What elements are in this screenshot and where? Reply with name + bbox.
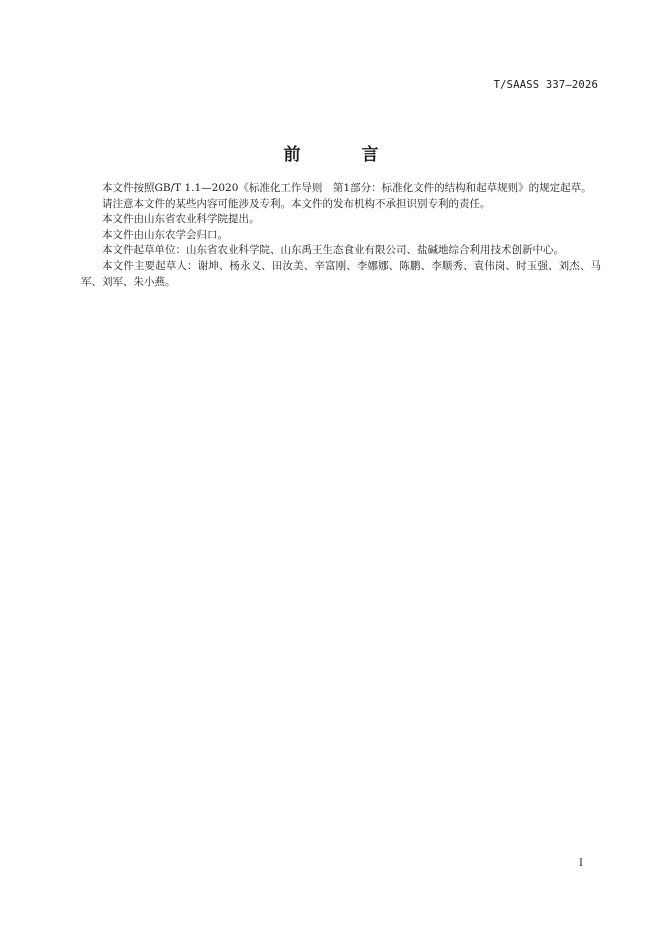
foreword-body: [81, 181, 601, 290]
page-title: 前 言: [283, 145, 401, 165]
paragraph-drafting-units: 本文件起草单位：山东省农业科学院、山东禹王生态食业有限公司、盐碱地综合利用技术创新中心。: [102, 244, 564, 257]
page-number: I: [579, 858, 583, 869]
paragraph-proposer: 本文件由山东省农业科学院提出。: [102, 213, 260, 226]
paragraph-patent-notice: 请注意本文件的某些内容可能涉及专利。本文件的发布机构不承担识别专利的责任。: [102, 197, 491, 210]
paragraph-main-drafters: 本文件主要起草人：谢坤、杨永义、田汝美、辛富刚、李娜娜、陈鹏、李顺秀、袁伟岗、时玉强、刘杰、马军、刘军、朱小燕。: [81, 259, 601, 288]
document-code: T/SAASS 337—2026: [493, 79, 598, 91]
paragraph-drafting-basis: 本文件按照GB/T 1.1—2020《标准化工作导则 第1部分：标准化文件的结构和起草规则》的规定起草。: [102, 182, 592, 194]
paragraph-centralized-unit: 本文件由山东农学会归口。: [102, 228, 228, 241]
